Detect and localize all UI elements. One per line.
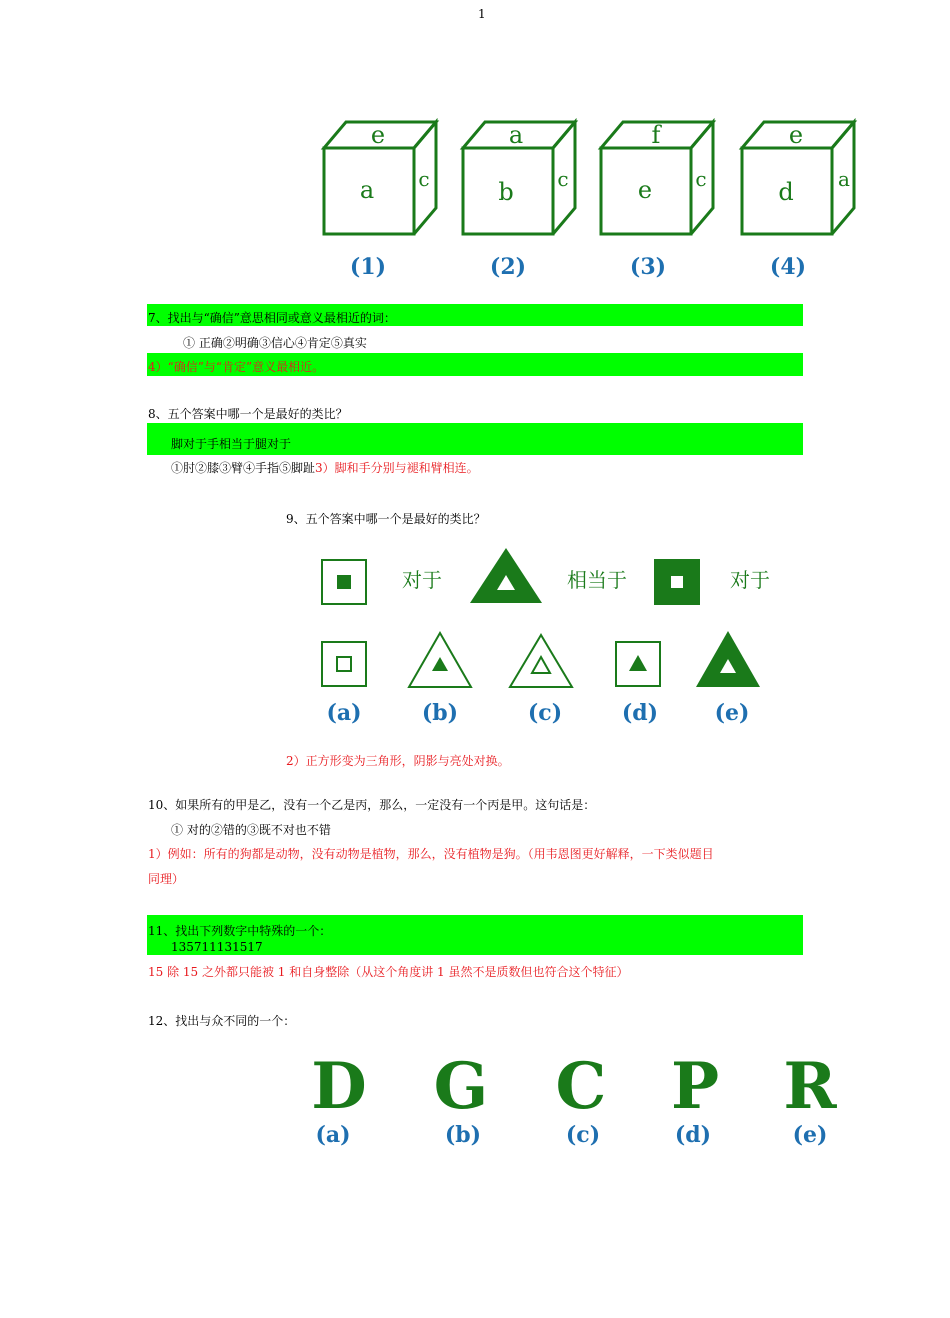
q12-label-d: (d) [674, 1122, 712, 1148]
q8-answer: 3）脚和手分别与褪和臂相连。 [315, 461, 479, 475]
page-number: 1 [478, 7, 486, 21]
q8-question: 8、五个答案中哪一个是最好的类比？ [148, 407, 348, 421]
q7-answer: 4）“确信”与“肯定”意义最相近。 [148, 360, 325, 374]
q12-letter-p: P [670, 1049, 720, 1124]
cube-1-side: c [418, 167, 430, 191]
cube-4-label: (4) [769, 254, 807, 280]
q12-letter-d: D [311, 1049, 367, 1124]
q12-label-a: (a) [315, 1122, 351, 1148]
cube-2-side: c [557, 167, 569, 191]
q12-letter-g: G [433, 1049, 489, 1124]
q8-options: ①肘②膝③臂④手指⑤脚趾 [171, 461, 316, 475]
cube-3-label: (3) [629, 254, 667, 280]
cube-3-top: f [651, 121, 661, 149]
cube-2-top: a [508, 121, 524, 149]
q9-word2: 相当于 [567, 568, 627, 592]
q10-question: 10、如果所有的甲是乙，没有一个乙是丙，那么，一定没有一个丙是甲。这句话是： [148, 798, 596, 812]
q9-label-e: (e) [714, 700, 750, 726]
q10-answer-line2: 同理） [148, 872, 185, 886]
cubes-figure [318, 116, 863, 286]
q9-label-d: (d) [621, 700, 659, 726]
q9-word1: 对于 [402, 568, 442, 592]
q11-answer: 15 除 15 之外都只能被 1 和自身整除（从这个角度讲 1 虽然不是质数但也符合这个特征） [148, 965, 629, 979]
q12-label-e: (e) [792, 1122, 828, 1148]
q9-word3: 对于 [730, 568, 770, 592]
cube-4-side: a [838, 167, 850, 191]
q12-question: 12、找出与众不同的一个： [148, 1014, 296, 1028]
cube-3-front: e [637, 176, 653, 204]
q9-white-small-square [671, 576, 683, 588]
q9-figure [310, 545, 780, 730]
q10-options: ① 对的②错的③既不对也不错 [171, 823, 331, 837]
cube-1-top: e [370, 121, 386, 149]
q12-label-b: (b) [444, 1122, 482, 1148]
cube-4-top: e [788, 121, 804, 149]
q12-letter-c: C [555, 1049, 607, 1124]
q7-options: ① 正确②明确③信心④肯定⑤真实 [183, 336, 367, 350]
q9-label-c: (c) [527, 700, 563, 726]
q9-option-c-shape [510, 635, 572, 687]
q12-figure [305, 1048, 845, 1158]
cube-2-front: b [498, 178, 514, 206]
q7-question: 7、找出与“确信”意思相同或意义最相近的词： [148, 311, 396, 325]
q9-label-a: (a) [326, 700, 362, 726]
q11-numbers: 135711131517 [171, 940, 263, 954]
q8-options-line [171, 460, 479, 476]
cube-2-label: (2) [489, 254, 527, 280]
q9-small-filled-square [337, 575, 351, 589]
q12-label-c: (c) [565, 1122, 601, 1148]
q9-option-a-shape [322, 642, 366, 686]
q12-letter-r: R [783, 1049, 837, 1124]
cube-1-label: (1) [349, 254, 387, 280]
q9-answer: 2）正方形变为三角形，阴影与亮处对换。 [286, 754, 510, 768]
cube-1-front: a [359, 176, 375, 204]
q11-question: 11、找出下列数字中特殊的一个： [148, 924, 332, 938]
q8-stem: 脚对于手相当于腿对于 [171, 437, 292, 451]
cube-3-side: c [695, 167, 707, 191]
q10-answer-line1: 1）例如：所有的狗都是动物，没有动物是植物，那么，没有植物是狗。（用韦恩图更好解释，一下类似题目 [148, 847, 714, 861]
q9-label-b: (b) [421, 700, 459, 726]
cube-4-front: d [778, 178, 794, 206]
q9-question: 9、五个答案中哪一个是最好的类比？ [286, 512, 486, 526]
